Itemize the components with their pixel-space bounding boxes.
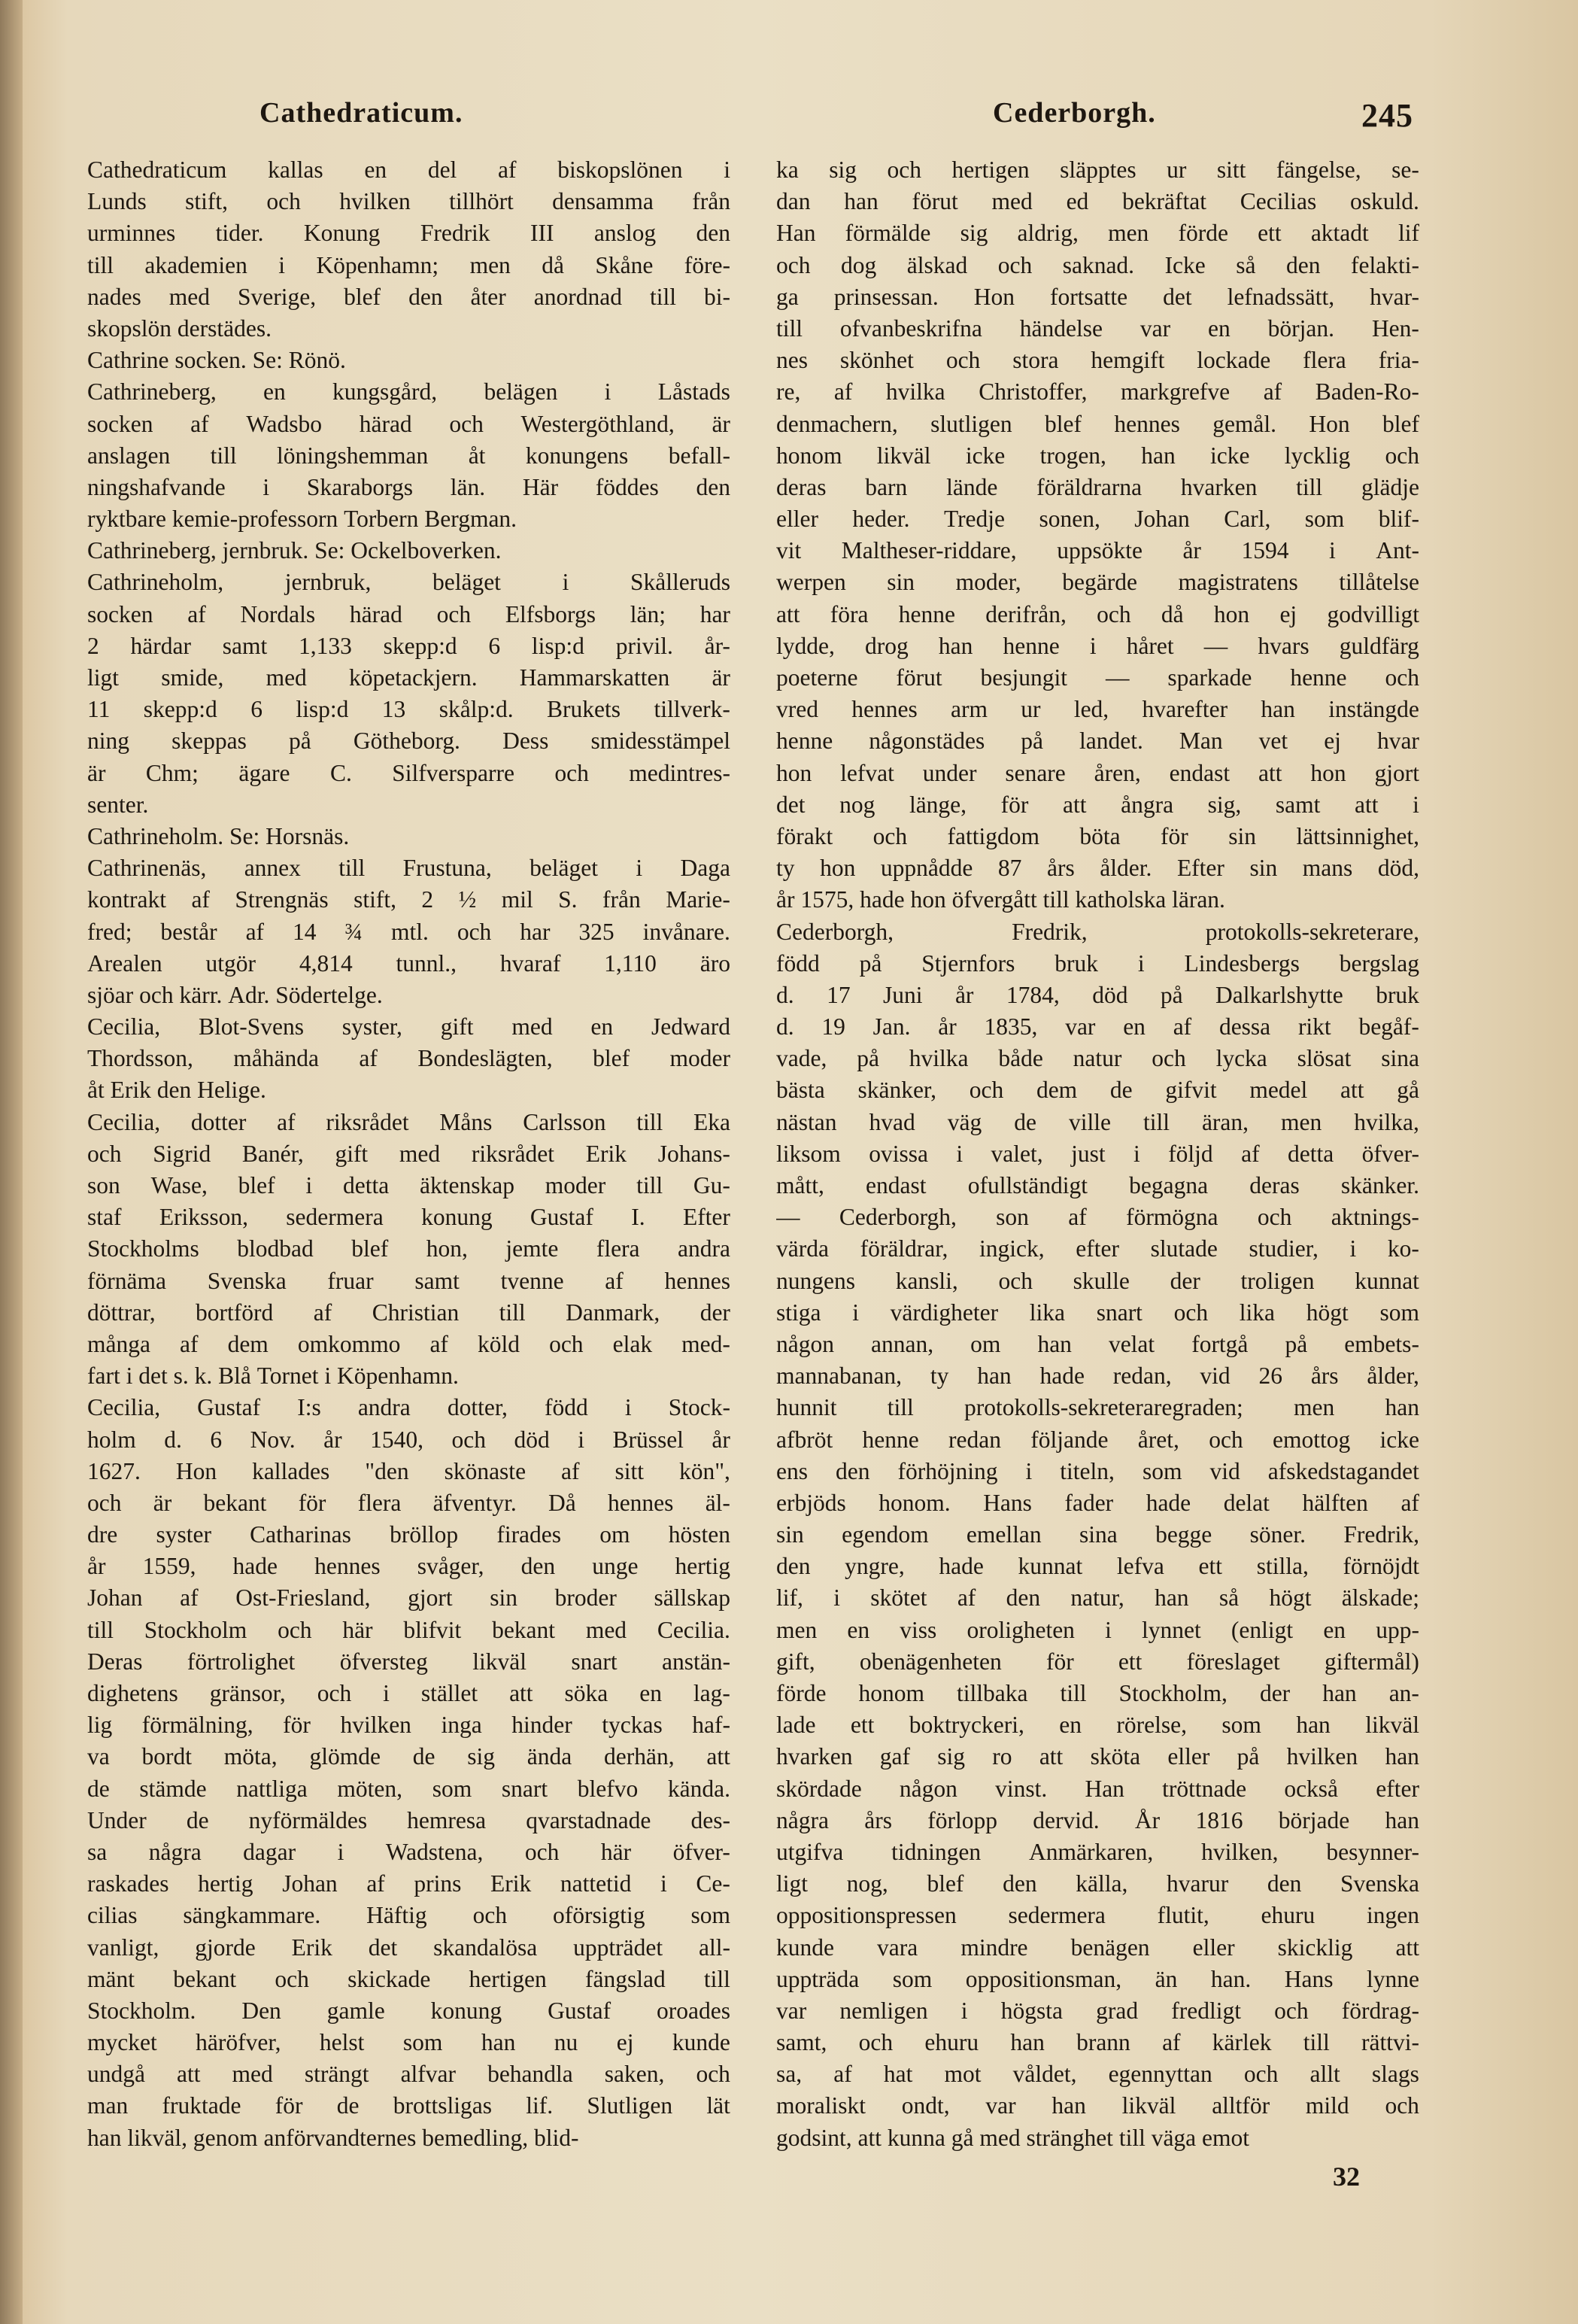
text-line: förakt och fattigdom böta för sin lättsinnighet,	[776, 822, 1419, 849]
text-line: ka sig och hertigen släpptes ur sitt fängelse, se-	[776, 156, 1419, 183]
text-line: kontrakt af Strengnäs stift, 2 ½ mil S. från Marie-	[87, 886, 730, 913]
text-line: eller heder. Tredje sonen, Johan Carl, som blif-	[776, 506, 1419, 533]
text-line: ens den förhöjning i titeln, som vid afskedstagandet	[776, 1457, 1419, 1484]
text-line: bästa skänker, och dem de gifvit medel att gå	[776, 1077, 1419, 1104]
text-line: förnäma Svenska fruar samt tvenne af hennes	[87, 1267, 730, 1294]
text-column-left	[87, 154, 730, 2154]
text-line: någon annan, om han velat fortgå på embets-	[776, 1330, 1419, 1357]
text-line: sin egendom emellan sina begge söner. Fredrik,	[776, 1521, 1419, 1548]
text-line: åt Erik den Helige.	[87, 1077, 266, 1104]
text-line: — Cederborgh, son af förmögna och aktnings-	[776, 1204, 1419, 1231]
text-line: Cathrineberg, en kungsgård, belägen i Låstads	[87, 378, 730, 406]
text-line: godsint, att kunna gå med stränghet till väga emot	[776, 2124, 1250, 2151]
text-line: uppträda som oppositionsman, än han. Hans lynne	[776, 1965, 1419, 1992]
text-line: oppositionspressen sedermera flutit, ehuru ingen	[776, 1902, 1419, 1929]
text-line: ligt smide, med köpetackjern. Hammarskatten är	[87, 664, 730, 691]
text-line: ningshafvande i Skaraborgs län. Här föddes den	[87, 473, 730, 500]
text-line: son Wase, blef i detta äktenskap moder till Gu-	[87, 1172, 730, 1198]
text-line: honom likväl icke trogen, han icke lycklig och	[776, 442, 1419, 469]
text-line: socken af Wadsbo härad och Westergöthland, är	[87, 410, 730, 437]
header-right-keyword: Cederborgh.	[993, 97, 1156, 129]
text-line: är Chm; ägare C. Silfversparre och medintres-	[87, 759, 730, 786]
text-line: dan han förut med ed bekräftat Cecilias oskuld.	[776, 188, 1419, 215]
text-line: hvarken gaf sig ro att sköta eller på hvilken han	[776, 1743, 1419, 1770]
text-line: ryktbare kemie-professorn Torbern Bergman.	[87, 506, 517, 533]
text-line: anslagen till löningshemman åt konungens befall-	[87, 442, 730, 469]
text-line: liksom ovissa i valet, just i följd af detta öfver-	[776, 1140, 1419, 1167]
text-line: Cathedraticum kallas en del af biskopslönen i	[87, 156, 730, 183]
text-line: erbjöds honom. Hans fader hade delat hälften af	[776, 1489, 1419, 1516]
text-column-right	[776, 154, 1419, 2154]
text-line: lade ett boktryckeri, en rörelse, som han likväl	[776, 1712, 1419, 1739]
text-line: Stockholm. Den gamle konung Gustaf oroades	[87, 1997, 730, 2024]
text-line: nes skönhet och stora hemgift lockade flera fria-	[776, 347, 1419, 374]
text-line: deras barn lände föräldrarna hvarken till glädje	[776, 473, 1419, 500]
text-line: de stämde nattliga möten, som snart blefvo kända.	[87, 1775, 730, 1802]
text-line: henne någonstädes på landet. Man vet ej hvar	[776, 728, 1419, 755]
text-line: lydde, drog han henne i håret — hvars guldfärg	[776, 632, 1419, 659]
text-line: den yngre, hade kunnat lefva ett stilla, förnöjdt	[776, 1553, 1419, 1580]
text-line: gift, obenägenheten för ett föreslaget giftermål)	[776, 1648, 1419, 1675]
text-line: Han förmälde sig aldrig, men förde ett aktadt lif	[776, 220, 1419, 247]
text-line: skördade någon vinst. Han tröttnade också efter	[776, 1775, 1419, 1802]
text-line: att föra henne derifrån, och då hon ej godvilligt	[776, 600, 1419, 627]
text-line: skopslön derstädes.	[87, 314, 272, 342]
text-line: lig förmälning, för hvilken inga hinder tyckas haf-	[87, 1712, 730, 1739]
text-line: 1627. Hon kallades "den skönaste af sitt kön",	[87, 1457, 730, 1484]
text-line: Cathrineberg, jernbruk. Se: Ockelboverken.	[87, 537, 502, 564]
text-line: holm d. 6 Nov. år 1540, och död i Brüssel år	[87, 1426, 730, 1453]
text-line: ligt nog, blef den källa, hvarur den Svenska	[776, 1870, 1419, 1897]
text-line: vade, på hvilka både natur och lycka slösat sina	[776, 1045, 1419, 1072]
text-line: undgå att med strängt alfvar behandla saken, och	[87, 2061, 730, 2088]
book-spine-edge	[0, 0, 23, 2324]
text-line: afbröt henne redan följande året, och emottog icke	[776, 1426, 1419, 1453]
text-line: dre syster Catharinas bröllop firades om hösten	[87, 1521, 730, 1548]
text-line: socken af Nordals härad och Elfsborgs län; har	[87, 600, 730, 627]
text-line: raskades hertig Johan af prins Erik nattetid i Ce-	[87, 1870, 730, 1897]
text-line: många af dem omkommo af köld och elak med-	[87, 1330, 730, 1357]
text-line: samt, och ehuru han brann af kärlek till rättvi-	[776, 2029, 1419, 2056]
text-line: Cecilia, dotter af riksrådet Måns Carlsson till Eka	[87, 1108, 730, 1135]
text-line: denmachern, slutligen blef hennes gemål. Hon blef	[776, 410, 1419, 437]
text-line: cilias sängkammare. Häftig och oförsigtig som	[87, 1902, 730, 1929]
text-line: 2 härdar samt 1,133 skepp:d 6 lisp:d privil. år-	[87, 632, 730, 659]
text-line: nades med Sverige, blef den åter anordnad till bi-	[87, 283, 730, 310]
text-line: 11 skepp:d 6 lisp:d 13 skålp:d. Brukets tillverk-	[87, 696, 730, 723]
text-line: år 1559, hade hennes svåger, den unge hertig	[87, 1553, 730, 1580]
text-line: dighetens gränsor, och i stället att söka en lag-	[87, 1680, 730, 1706]
text-line: werpen sin moder, begärde magistratens tillåtelse	[776, 569, 1419, 596]
text-line: han likväl, genom anförvandternes bemedling, blid-	[87, 2124, 579, 2151]
text-line: Cederborgh, Fredrik, protokolls-sekreterare,	[776, 918, 1419, 945]
running-header	[0, 96, 1578, 141]
text-line: lif, i skötet af den natur, han så högt älskade;	[776, 1584, 1419, 1612]
text-line: senter.	[87, 791, 149, 818]
text-line: till akademien i Köpenhamn; men då Skåne före-	[87, 251, 730, 278]
text-line: moraliskt ondt, var han likväl alltför mild och	[776, 2092, 1419, 2119]
text-line: mänt bekant och skickade hertigen fängslad till	[87, 1965, 730, 1992]
text-line: mannabanan, ty han hade redan, vid 26 års ålder,	[776, 1363, 1419, 1390]
text-line: sa, af hat mot våldet, egennyttan och allt slags	[776, 2061, 1419, 2088]
text-line: Cecilia, Blot-Svens syster, gift med en Jedward	[87, 1013, 730, 1040]
text-line: utgifva tidningen Anmärkaren, hvilken, besynner-	[776, 1838, 1419, 1865]
text-line: förde honom tillbaka till Stockholm, der han an-	[776, 1680, 1419, 1706]
text-line: hunnit till protokolls-sekreteraregraden; men han	[776, 1394, 1419, 1421]
text-line: mått, endast ofullständigt begagna deras skänker.	[776, 1172, 1419, 1198]
text-line: hon lefvat under senare åren, endast att hon gjort	[776, 759, 1419, 786]
text-line: d. 19 Jan. år 1835, var en af dessa rikt begåf-	[776, 1013, 1419, 1040]
text-line: Arealen utgör 4,814 tunnl., hvaraf 1,110 äro	[87, 949, 730, 977]
text-line: fart i det s. k. Blå Tornet i Köpenhamn.	[87, 1363, 459, 1390]
text-line: men en viss oroligheten i lynnet (enligt en upp-	[776, 1616, 1419, 1643]
text-line: va bordt möta, glömde de sig ända derhän, att	[87, 1743, 730, 1770]
text-line: stiga i värdigheter lika snart och lika högt som	[776, 1299, 1419, 1326]
text-line: nästan hvad väg de ville till äran, men hvilka,	[776, 1108, 1419, 1135]
text-line: några års förlopp dervid. År 1816 började han	[776, 1806, 1419, 1833]
text-line: och är bekant för flera äfventyr. Då hennes äl-	[87, 1489, 730, 1516]
text-line: sjöar och kärr. Adr. Södertelge.	[87, 981, 383, 1008]
text-line: och dog älskad och saknad. Icke så den felakti-	[776, 251, 1419, 278]
text-line: Cathrineholm, jernbruk, beläget i Skålleruds	[87, 569, 730, 596]
text-line: Cathrinenäs, annex till Frustuna, beläget i Daga	[87, 855, 730, 882]
text-line: ga prinsessan. Hon fortsatte det lefnadssätt, hvar-	[776, 283, 1419, 310]
text-line: vit Maltheser-riddare, uppsökte år 1594 i Ant-	[776, 537, 1419, 564]
signature-mark: 32	[1333, 2161, 1360, 2192]
text-line: ty hon uppnådde 87 års ålder. Efter sin mans död,	[776, 855, 1419, 882]
text-line: vanligt, gjorde Erik det skandalösa uppträdet all-	[87, 1934, 730, 1961]
text-line: man fruktade för de brottsligas lif. Slutligen lät	[87, 2092, 730, 2119]
text-line: Deras förtrolighet öfversteg likväl snart anstän-	[87, 1648, 730, 1675]
text-line: d. 17 Juni år 1784, död på Dalkarlshytte bruk	[776, 981, 1419, 1008]
text-line: Lunds stift, och hvilken tillhört densamma från	[87, 188, 730, 215]
text-line: Under de nyförmäldes hemresa qvarstadnade des-	[87, 1806, 730, 1833]
text-line: ning skeppas på Götheborg. Dess smidesstämpel	[87, 728, 730, 755]
text-line: fred; består af 14 ¾ mtl. och har 325 invånare.	[87, 918, 730, 945]
text-line: värda föräldrar, ingick, efter slutade studier, i ko-	[776, 1235, 1419, 1262]
text-line: staf Eriksson, sedermera konung Gustaf I. Efter	[87, 1204, 730, 1231]
text-line: till Stockholm och här blifvit bekant med Cecilia.	[87, 1616, 730, 1643]
text-line: mycket häröfver, helst som han nu ej kunde	[87, 2029, 730, 2056]
text-line: vred hennes arm ur led, hvarefter han instängde	[776, 696, 1419, 723]
text-line: och Sigrid Banér, gift med riksrådet Erik Johans-	[87, 1140, 730, 1167]
text-line: sa några dagar i Wadstena, och här öfver-	[87, 1838, 730, 1865]
text-line: var nemligen i högsta grad fredligt och fördrag-	[776, 1997, 1419, 2024]
text-line: Cathrineholm. Se: Horsnäs.	[87, 822, 350, 849]
text-line: till ofvanbeskrifna händelse var en början. Hen-	[776, 314, 1419, 342]
text-line: nungens kansli, och skulle der troligen kunnat	[776, 1267, 1419, 1294]
text-line: poeterne förut besjungit — sparkade henne och	[776, 664, 1419, 691]
text-line: urminnes tider. Konung Fredrik III anslog den	[87, 220, 730, 247]
text-line: döttrar, bortförd af Christian till Danmark, der	[87, 1299, 730, 1326]
text-line: det nog länge, för att ångra sig, samt att i	[776, 791, 1419, 818]
text-line: Cathrine socken. Se: Rönö.	[87, 347, 346, 374]
text-line: re, af hvilka Christoffer, markgrefve af Baden-Ro-	[776, 378, 1419, 406]
text-line: Johan af Ost-Friesland, gjort sin broder sällskap	[87, 1584, 730, 1612]
text-line: Stockholms blodbad blef hon, jemte flera andra	[87, 1235, 730, 1262]
text-line: år 1575, hade hon öfvergått till katholska läran.	[776, 886, 1225, 913]
header-left-keyword: Cathedraticum.	[259, 97, 463, 129]
text-line: Thordsson, måhända af Bondeslägten, blef moder	[87, 1045, 730, 1072]
text-line: Cecilia, Gustaf I:s andra dotter, född i Stock-	[87, 1394, 730, 1421]
page-number: 245	[1361, 97, 1413, 134]
text-line: kunde vara mindre benägen eller skicklig att	[776, 1934, 1419, 1961]
text-line: född på Stjernfors bruk i Lindesbergs bergslag	[776, 949, 1419, 977]
